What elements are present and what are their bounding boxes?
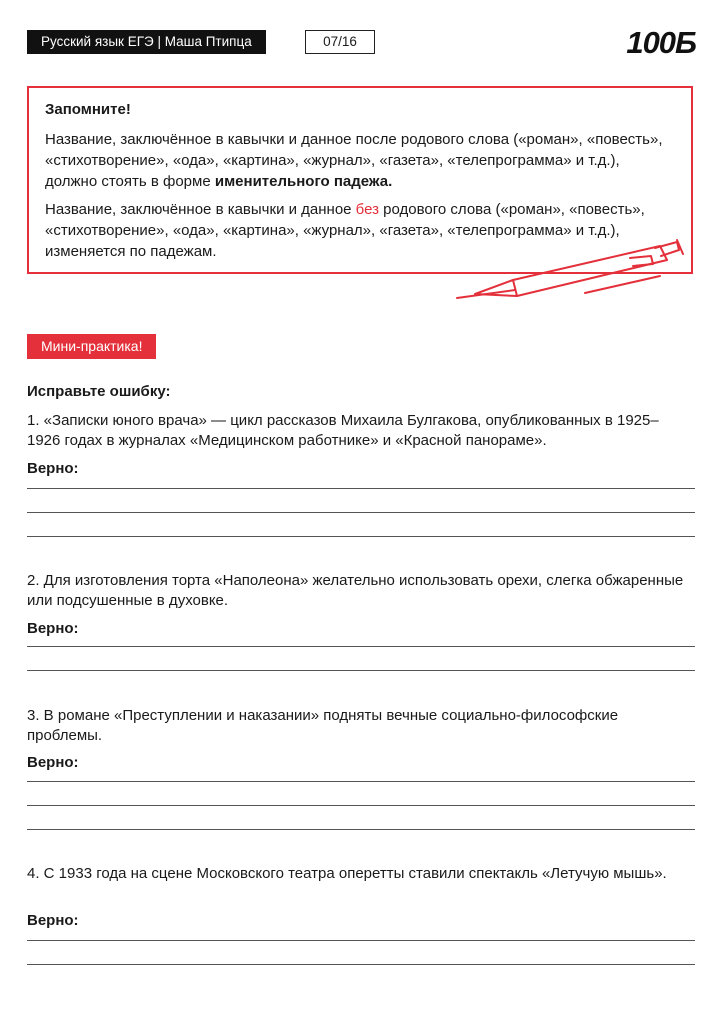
task-3: 3. В романе «Преступлении и наказании» подняты вечные социально-философские проблемы. <box>27 707 619 744</box>
pen-icon <box>455 236 690 306</box>
answer-line-2b[interactable] <box>27 670 695 671</box>
course-title-badge: Русский язык ЕГЭ | Маша Птипца <box>27 30 266 54</box>
rule-declension-after: родового слова («роман», «повесть», «стихотворение», «ода», «картина», «журнал», «газета», «телепрограмма» и т.д.), изменяется по падежам. <box>45 201 645 260</box>
remember-title: Запомните! <box>45 101 131 118</box>
answer-label-1: Верно: <box>27 460 79 477</box>
rule-nominative-text: Название, заключённое в кавычки и данное после родового слова («роман», «повесть», «стихотворение», «ода», «картина», «журнал», «газета», «телепрограмма» и т.д.), должно стоять в форме <box>45 131 663 190</box>
rule-nominative-bold: именительного падежа. <box>214 173 393 190</box>
answer-line-1b[interactable] <box>27 512 695 513</box>
task-1: 1. «Записки юного врача» — цикл рассказов Михаила Булгакова, опубликованных в 1925–1926 годах в журналах «Медицинском работнике» и «Красной панораме». <box>27 412 659 449</box>
instruction-heading: Исправьте ошибку: <box>27 383 171 400</box>
answer-line-1c[interactable] <box>27 536 695 537</box>
answer-label-3: Верно: <box>27 754 79 771</box>
answer-line-1a[interactable] <box>27 488 695 489</box>
answer-label-4: Верно: <box>27 912 79 929</box>
answer-line-4a[interactable] <box>27 940 695 941</box>
mini-practice-badge: Мини-практика! <box>27 334 156 359</box>
answer-line-3a[interactable] <box>27 781 695 782</box>
answer-line-2a[interactable] <box>27 646 695 647</box>
answer-label-2: Верно: <box>27 620 79 637</box>
rule-nominative <box>45 129 675 192</box>
page-number: 07/16 <box>305 30 375 54</box>
brand-logo: 100Б <box>626 25 696 60</box>
answer-line-3c[interactable] <box>27 829 695 830</box>
task-2: 2. Для изготовления торта «Наполеона» желательно использовать орехи, слегка обжаренные или подсушенные в духовке. <box>27 572 684 609</box>
task-4: 4. С 1933 года на сцене Московского театра оперетты ставили спектакль «Летучую мышь». <box>27 865 667 882</box>
rule-declension-highlight: без <box>355 201 379 218</box>
answer-line-4b[interactable] <box>27 964 695 965</box>
answer-line-3b[interactable] <box>27 805 695 806</box>
rule-declension-before: Название, заключённое в кавычки и данное <box>45 201 356 218</box>
